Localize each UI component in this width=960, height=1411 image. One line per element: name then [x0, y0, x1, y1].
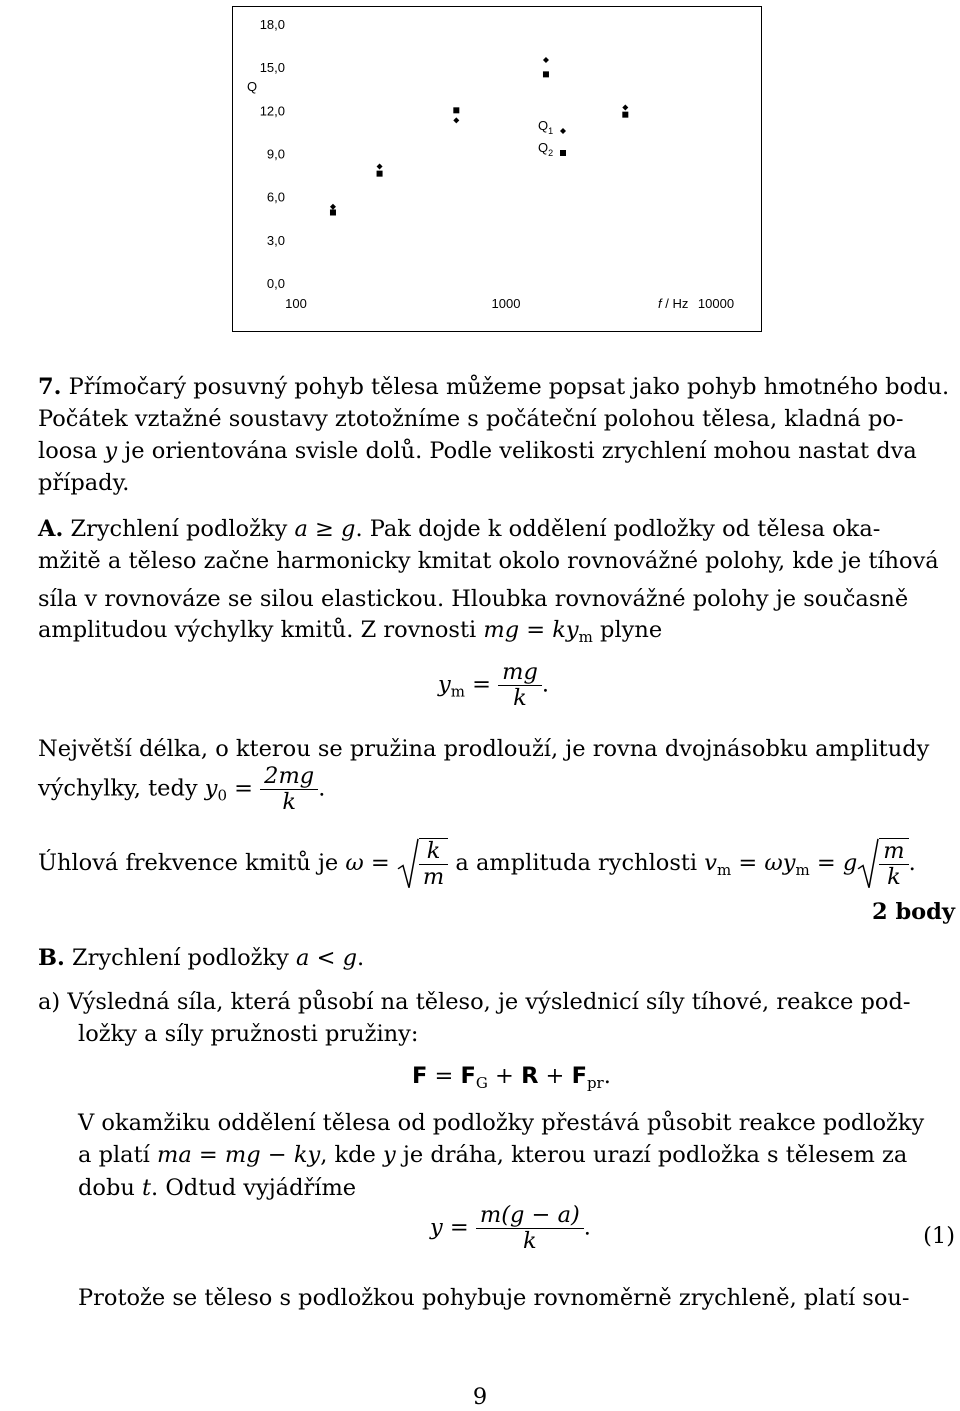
numerator: k	[419, 839, 448, 865]
text-span: plyne	[592, 617, 663, 643]
data-point-q1	[543, 57, 549, 63]
equation-number: (1)	[923, 1223, 955, 1249]
data-point-q1	[453, 117, 459, 123]
legend-marker-square-icon	[560, 150, 566, 156]
vector-symbol: F	[571, 1063, 587, 1089]
text-span: =	[731, 849, 765, 876]
text-span: ložky a síly pružnosti pružiny:	[78, 1021, 419, 1047]
data-point-q2	[330, 209, 336, 215]
math-var: ωy	[764, 849, 796, 876]
denominator: k	[282, 788, 296, 815]
y-tick-label: 3,0	[266, 232, 285, 248]
math-var: y	[438, 671, 451, 698]
text-span: a platí	[78, 1142, 157, 1168]
y-tick-label: 0,0	[266, 276, 285, 291]
fraction	[879, 839, 908, 890]
numerator: 2mg	[260, 764, 318, 790]
x-axis-label: f / Hz	[658, 296, 689, 311]
math-var: ma	[156, 1142, 192, 1168]
sub-a-line-1	[38, 987, 910, 1018]
text-span: =	[427, 1063, 461, 1089]
points-label: 2 body	[871, 899, 955, 925]
square-root	[397, 838, 448, 890]
text-span: síla v rovnováze se silou elastickou. Hloubka rovnovážné polohy je současně	[38, 586, 909, 612]
v-line-1	[78, 1108, 924, 1139]
numerator: m(g − a)	[476, 1203, 584, 1229]
math-var: ω	[345, 849, 364, 876]
text-span: ≥	[307, 516, 342, 542]
text-span: Zrychlení podložky	[64, 945, 297, 971]
radical-sign-icon	[397, 838, 419, 890]
data-point-q2	[453, 107, 459, 113]
x-tick-label: 100	[285, 296, 307, 311]
subscript: G	[475, 1074, 488, 1092]
vector-symbol: F	[412, 1063, 428, 1089]
x-tick-label: 10000	[697, 296, 735, 311]
data-point-q1	[330, 204, 336, 210]
chart-frame	[232, 6, 762, 332]
subscript: pr	[586, 1074, 604, 1092]
page-number: 9	[472, 1384, 488, 1410]
text-span: a amplituda rychlosti	[448, 849, 705, 876]
math-var: g	[842, 849, 858, 876]
data-point-q1	[622, 104, 628, 110]
square-root	[857, 838, 908, 890]
text-span: Úhlová frekvence kmitů je	[38, 849, 346, 876]
text-span: V okamžiku oddělení tělesa od podložky přestává působit reakce podložky	[78, 1110, 925, 1136]
text-span: mžitě a těleso začne harmonicky kmitat okolo rovnovážné polohy, kde je tíhová	[38, 548, 939, 574]
text-span: , kde	[320, 1142, 383, 1168]
p7-line-4	[38, 468, 129, 499]
math-var: t	[142, 1175, 152, 1201]
math-var: v	[704, 849, 717, 876]
subscript: m	[450, 682, 465, 701]
text-span: =	[226, 775, 261, 802]
text-span: .	[541, 671, 550, 698]
math-var: a	[294, 516, 308, 542]
problem-number: 7.	[38, 374, 62, 400]
text-span: výchylky, tedy	[38, 775, 205, 802]
max-line-1	[38, 734, 929, 765]
case-a-line-1	[38, 514, 880, 545]
vector-symbol: F	[460, 1063, 476, 1089]
text-span: Zrychlení podložky	[63, 516, 295, 542]
text-span: Protože se těleso s podložkou pohybuje rovnoměrně zrychleně, platí sou-	[78, 1285, 910, 1311]
max-line-2	[38, 764, 325, 815]
fraction	[419, 839, 448, 890]
case-b-label: B.	[38, 945, 65, 971]
p7-line-3	[38, 436, 917, 467]
radicand	[879, 838, 908, 890]
text-span: +	[538, 1063, 572, 1089]
data-point-q2	[622, 112, 628, 118]
radicand	[419, 838, 448, 890]
text-span: je dráha, kterou urazí podložka s tělesem za	[395, 1142, 908, 1168]
v-line-2	[78, 1140, 907, 1171]
p7-line-2	[38, 404, 904, 435]
text-span: je orientována svisle dolů. Podle velikosti zrychlení mohou nastat dva	[117, 438, 917, 464]
math-var: y	[204, 775, 218, 802]
text-span: Největší délka, o kterou se pružina prodlouží, je rovna dvojnásobku amplitudy	[38, 736, 930, 762]
math-var: mg	[224, 1142, 261, 1168]
math-var: y	[104, 438, 118, 464]
denominator: k	[887, 863, 901, 890]
force-equation	[412, 1063, 611, 1092]
sub-a-label: a)	[38, 989, 61, 1015]
subscript: m	[717, 860, 732, 879]
text-span: amplitudou výchylky kmitů. Z rovnosti	[38, 617, 484, 643]
y-tick-label: 18,0	[259, 17, 285, 32]
denominator: k	[523, 1227, 537, 1254]
text-span: =	[519, 617, 553, 643]
numerator: mg	[498, 660, 542, 686]
math-var: ky	[293, 1142, 321, 1168]
subscript: m	[795, 860, 810, 879]
text-span: <	[309, 945, 343, 971]
omega-line	[38, 838, 916, 890]
data-point-q1	[377, 163, 383, 169]
x-tick-label: 1000	[491, 296, 521, 311]
last-line	[78, 1283, 909, 1314]
case-a-line-3	[38, 584, 908, 615]
equation-1	[430, 1203, 591, 1254]
text-span: . Pak dojde k oddělení podložky od tělesa oka-	[355, 516, 881, 542]
data-point-q2	[377, 171, 383, 177]
text-span: dobu	[78, 1175, 142, 1201]
text-span: .	[603, 1063, 611, 1089]
math-var: g	[342, 945, 358, 971]
math-var: y	[430, 1214, 443, 1241]
denominator: m	[422, 863, 445, 890]
fraction	[476, 1203, 584, 1254]
text-span: .	[318, 775, 326, 802]
legend-label: $Q_2$	[538, 140, 554, 158]
case-b-line	[38, 943, 364, 974]
math-var: y	[383, 1142, 396, 1168]
math-var: a	[296, 945, 310, 971]
q-frequency-chart	[233, 7, 763, 333]
case-a-label: A.	[38, 516, 64, 542]
text-span: .	[357, 945, 365, 971]
text-span: Výsledná síla, která působí na těleso, je výslednicí síly tíhové, reakce pod-	[60, 989, 911, 1015]
y-tick-label: 12,0	[259, 103, 285, 119]
case-a-line-2	[38, 546, 939, 577]
math-var: ky	[552, 617, 579, 643]
text-span: případy.	[38, 470, 130, 496]
radical-sign-icon	[857, 838, 879, 890]
subscript: 0	[217, 786, 227, 805]
text-span: Počátek vztažné soustavy ztotožníme s počáteční polohou tělesa, kladná po-	[38, 406, 904, 432]
text-span: =	[464, 671, 499, 698]
y-tick-label: 9,0	[266, 146, 285, 162]
numerator: m	[879, 839, 908, 865]
subscript: m	[578, 628, 593, 646]
text-span: =	[809, 849, 843, 876]
sub-a-line-2	[78, 1019, 418, 1050]
text-span: =	[442, 1214, 476, 1241]
text-span: .	[583, 1214, 591, 1241]
fraction	[498, 660, 542, 711]
denominator: k	[513, 684, 527, 711]
text-span: =	[363, 849, 397, 876]
text-span: loosa	[38, 438, 105, 464]
text-span: =	[191, 1142, 225, 1168]
text-span: . Odtud vyjádříme	[151, 1175, 357, 1201]
y-axis-label: Q	[247, 79, 258, 94]
text-span: +	[487, 1063, 522, 1089]
data-point-q2	[543, 71, 549, 77]
y-tick-label: 6,0	[266, 189, 285, 205]
text-span: .	[908, 849, 916, 876]
v-line-3	[78, 1173, 356, 1204]
y-tick-label: 15,0	[259, 60, 285, 76]
equation-ym	[438, 660, 549, 711]
math-var: g	[341, 516, 356, 542]
legend-marker-diamond-icon	[560, 128, 566, 134]
fraction	[260, 764, 318, 815]
text-span: Přímočarý posuvný pohyb tělesa můžeme popsat jako pohyb hmotného bodu.	[61, 374, 950, 400]
text-span: −	[260, 1142, 294, 1168]
vector-symbol: R	[521, 1063, 539, 1089]
legend-label: $Q_1$	[538, 118, 554, 136]
case-a-line-4	[38, 615, 662, 653]
math-var: mg	[483, 617, 520, 643]
p7-line-1	[38, 372, 949, 403]
